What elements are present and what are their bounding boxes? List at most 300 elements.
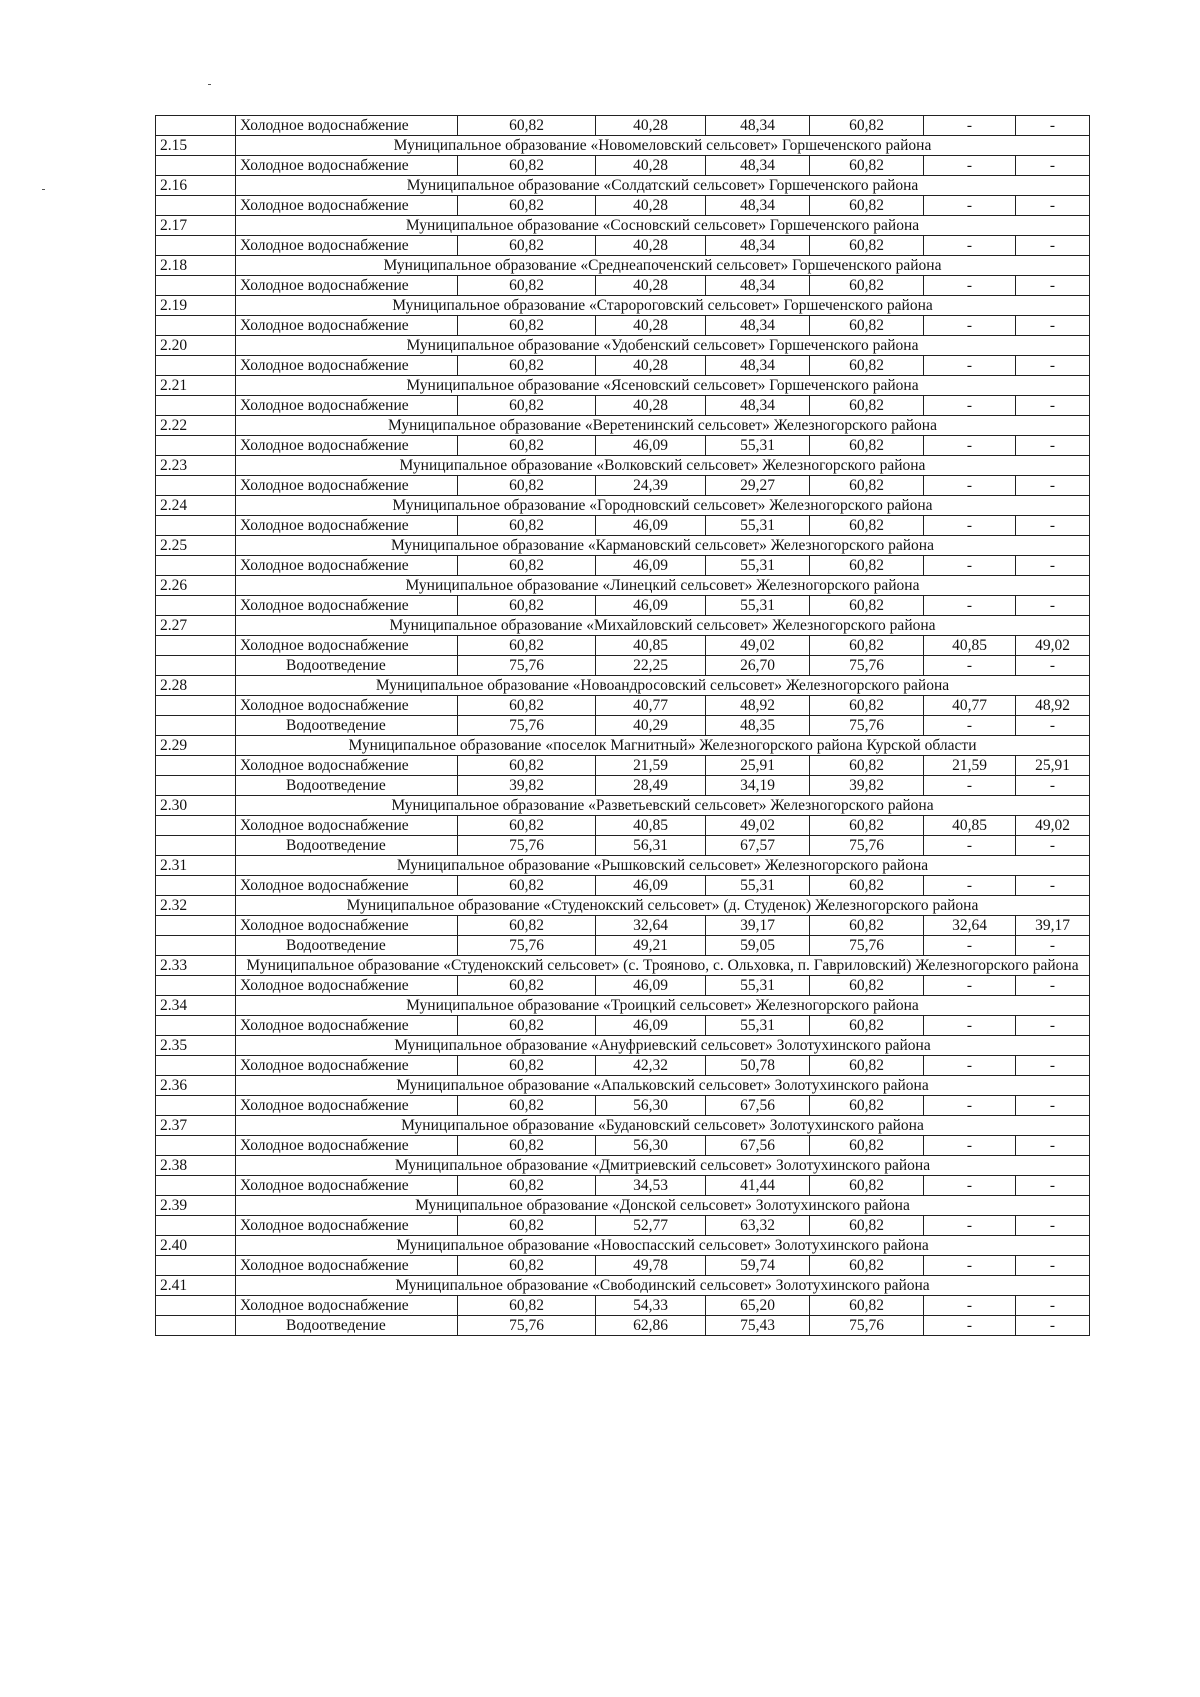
tariff-value: 60,82 [810, 516, 924, 536]
tariff-value: 40,28 [596, 356, 706, 376]
empty-number-cell [156, 636, 236, 656]
tariff-value: 49,02 [706, 816, 810, 836]
empty-number-cell [156, 316, 236, 336]
empty-number-cell [156, 116, 236, 136]
municipality-header-row [156, 896, 1090, 916]
water-supply-row [156, 976, 1090, 996]
section-number: 2.36 [156, 1076, 236, 1096]
tariff-value: 60,82 [458, 1136, 596, 1156]
tariff-value: 59,74 [706, 1256, 810, 1276]
water-supply-row [156, 156, 1090, 176]
empty-number-cell [156, 936, 236, 956]
empty-number-cell [156, 1016, 236, 1036]
tariff-value: - [924, 716, 1016, 736]
tariff-value: 49,21 [596, 936, 706, 956]
service-name: Холодное водоснабжение [236, 636, 458, 656]
water-supply-row [156, 1016, 1090, 1036]
section-number: 2.18 [156, 256, 236, 276]
tariff-value: - [924, 1096, 1016, 1116]
section-number: 2.38 [156, 1156, 236, 1176]
tariff-value: 49,02 [1016, 816, 1090, 836]
tariff-value: 22,25 [596, 656, 706, 676]
service-name: Холодное водоснабжение [236, 396, 458, 416]
empty-number-cell [156, 1056, 236, 1076]
tariff-value: - [924, 316, 1016, 336]
water-supply-row [156, 1056, 1090, 1076]
municipality-header-row [156, 256, 1090, 276]
tariff-value: - [924, 1136, 1016, 1156]
tariff-value: 56,30 [596, 1096, 706, 1116]
tariff-value: - [924, 436, 1016, 456]
municipality-header-row [156, 496, 1090, 516]
section-number: 2.24 [156, 496, 236, 516]
tariff-value: 60,82 [458, 1296, 596, 1316]
tariff-value: 26,70 [706, 656, 810, 676]
section-number: 2.25 [156, 536, 236, 556]
water-supply-row [156, 1296, 1090, 1316]
empty-number-cell [156, 816, 236, 836]
tariff-value: 40,85 [924, 636, 1016, 656]
section-number: 2.21 [156, 376, 236, 396]
service-name: Водоотведение [236, 716, 458, 736]
service-name: Водоотведение [236, 656, 458, 676]
tariff-value: - [924, 1216, 1016, 1236]
drainage-row [156, 936, 1090, 956]
tariff-value: - [1016, 196, 1090, 216]
tariff-value: 54,33 [596, 1296, 706, 1316]
tariff-value: 75,76 [458, 716, 596, 736]
tariff-value: 39,82 [810, 776, 924, 796]
section-number: 2.41 [156, 1276, 236, 1296]
section-number: 2.26 [156, 576, 236, 596]
empty-number-cell [156, 556, 236, 576]
tariff-value: 60,82 [458, 1256, 596, 1276]
tariff-value: 60,82 [810, 916, 924, 936]
tariff-value: 75,76 [810, 656, 924, 676]
section-number: 2.17 [156, 216, 236, 236]
service-name: Холодное водоснабжение [236, 1216, 458, 1236]
tariff-value: - [924, 156, 1016, 176]
water-supply-row [156, 396, 1090, 416]
tariff-value: 67,56 [706, 1136, 810, 1156]
service-name: Холодное водоснабжение [236, 436, 458, 456]
tariff-value: - [1016, 236, 1090, 256]
tariff-value: 60,82 [810, 596, 924, 616]
municipality-name: Муниципальное образование «Старороговский сельсовет» Горшеченского района [236, 296, 1090, 316]
tariff-value: 60,82 [810, 816, 924, 836]
service-name: Холодное водоснабжение [236, 1136, 458, 1156]
water-supply-row [156, 556, 1090, 576]
section-number: 2.35 [156, 1036, 236, 1056]
service-name: Холодное водоснабжение [236, 156, 458, 176]
municipality-name: Муниципальное образование «Рышковский сельсовет» Железногорского района [236, 856, 1090, 876]
tariff-value: 55,31 [706, 876, 810, 896]
tariff-value: 42,32 [596, 1056, 706, 1076]
tariff-value: 46,09 [596, 556, 706, 576]
tariff-value: 60,82 [810, 976, 924, 996]
water-supply-row [156, 756, 1090, 776]
tariff-value: 60,82 [458, 756, 596, 776]
tariff-table-body [156, 116, 1090, 1336]
tariff-value: 75,76 [810, 936, 924, 956]
water-supply-row [156, 816, 1090, 836]
municipality-name: Муниципальное образование «Сосновский сельсовет» Горшеченского района [236, 216, 1090, 236]
tariff-value: 40,77 [924, 696, 1016, 716]
tariff-value: - [1016, 116, 1090, 136]
tariff-value: 60,82 [810, 756, 924, 776]
drainage-row [156, 656, 1090, 676]
municipality-header-row [156, 1156, 1090, 1176]
municipality-name: Муниципальное образование «Среднеапоченский сельсовет» Горшеченского района [236, 256, 1090, 276]
municipality-name: Муниципальное образование «Донской сельсовет» Золотухинского района [236, 1196, 1090, 1216]
tariff-value: 48,34 [706, 276, 810, 296]
empty-number-cell [156, 776, 236, 796]
water-supply-row [156, 596, 1090, 616]
municipality-name: Муниципальное образование «Троицкий сельсовет» Железногорского района [236, 996, 1090, 1016]
tariff-value: 49,02 [1016, 636, 1090, 656]
tariff-value: - [1016, 1216, 1090, 1236]
municipality-header-row [156, 996, 1090, 1016]
municipality-name: Муниципальное образование «Волковский сельсовет» Железногорского района [236, 456, 1090, 476]
municipality-name: Муниципальное образование «Удобенский сельсовет» Горшеченского района [236, 336, 1090, 356]
water-supply-row [156, 876, 1090, 896]
tariff-value: 48,34 [706, 156, 810, 176]
tariff-value: - [1016, 1316, 1090, 1336]
tariff-value: 46,09 [596, 976, 706, 996]
municipality-header-row [156, 1236, 1090, 1256]
tariff-value: - [1016, 656, 1090, 676]
tariff-value: 48,34 [706, 236, 810, 256]
tariff-value: 60,82 [810, 396, 924, 416]
water-supply-row [156, 1096, 1090, 1116]
section-number: 2.31 [156, 856, 236, 876]
empty-number-cell [156, 916, 236, 936]
tariff-value: 60,82 [810, 1296, 924, 1316]
service-name: Холодное водоснабжение [236, 696, 458, 716]
tariff-value: - [924, 876, 1016, 896]
tariff-value: 48,34 [706, 396, 810, 416]
tariff-value: 60,82 [458, 916, 596, 936]
water-supply-row [156, 196, 1090, 216]
service-name: Водоотведение [236, 836, 458, 856]
tariff-value: 60,82 [458, 1056, 596, 1076]
municipality-name: Муниципальное образование «Линецкий сельсовет» Железногорского района [236, 576, 1090, 596]
empty-number-cell [156, 516, 236, 536]
tariff-value: 60,82 [458, 516, 596, 536]
municipality-name: Муниципальное образование «Новомеловский сельсовет» Горшеченского района [236, 136, 1090, 156]
tariff-value: - [1016, 396, 1090, 416]
water-supply-row [156, 276, 1090, 296]
tariff-value: 60,82 [810, 876, 924, 896]
tariff-value: - [924, 836, 1016, 856]
service-name: Холодное водоснабжение [236, 516, 458, 536]
tariff-value: - [1016, 276, 1090, 296]
tariff-value: - [924, 1056, 1016, 1076]
tariff-value: 55,31 [706, 516, 810, 536]
municipality-header-row [156, 536, 1090, 556]
tariff-value: 55,31 [706, 556, 810, 576]
tariff-value: 34,53 [596, 1176, 706, 1196]
tariff-value: 75,76 [810, 1316, 924, 1336]
drainage-row [156, 836, 1090, 856]
tariff-value: 40,85 [596, 636, 706, 656]
municipality-header-row [156, 796, 1090, 816]
section-number: 2.30 [156, 796, 236, 816]
section-number: 2.40 [156, 1236, 236, 1256]
municipality-header-row [156, 736, 1090, 756]
service-name: Холодное водоснабжение [236, 816, 458, 836]
municipality-name: Муниципальное образование «Городновский сельсовет» Железногорского района [236, 496, 1090, 516]
tariff-value: 60,82 [458, 236, 596, 256]
tariff-value: 60,82 [458, 316, 596, 336]
tariff-value: 48,35 [706, 716, 810, 736]
section-number: 2.23 [156, 456, 236, 476]
tariff-value: 60,82 [458, 196, 596, 216]
tariff-value: 40,85 [596, 816, 706, 836]
empty-number-cell [156, 476, 236, 496]
tariff-value: 50,78 [706, 1056, 810, 1076]
tariff-value: 60,82 [458, 436, 596, 456]
municipality-header-row [156, 416, 1090, 436]
tariff-value: 60,82 [458, 1216, 596, 1236]
tariff-value: - [1016, 1136, 1090, 1156]
tariff-value: 60,82 [810, 636, 924, 656]
tariff-value: - [924, 936, 1016, 956]
tariff-value: 40,85 [924, 816, 1016, 836]
water-supply-row [156, 356, 1090, 376]
tariff-value: - [924, 1176, 1016, 1196]
water-supply-row [156, 1216, 1090, 1236]
tariff-value: 55,31 [706, 976, 810, 996]
tariff-value: 25,91 [1016, 756, 1090, 776]
municipality-header-row [156, 1116, 1090, 1136]
tariff-value: 65,20 [706, 1296, 810, 1316]
tariff-value: 60,82 [810, 356, 924, 376]
tariff-value: - [1016, 716, 1090, 736]
empty-number-cell [156, 156, 236, 176]
tariff-value: 21,59 [596, 756, 706, 776]
tariff-value: 60,82 [458, 596, 596, 616]
tariff-value: - [924, 1016, 1016, 1036]
tariff-value: 46,09 [596, 1016, 706, 1036]
municipality-name: Муниципальное образование «Свободинский сельсовет» Золотухинского района [236, 1276, 1090, 1296]
tariff-value: - [924, 356, 1016, 376]
section-number: 2.19 [156, 296, 236, 316]
municipality-header-row [156, 296, 1090, 316]
tariff-value: - [924, 276, 1016, 296]
tariff-value: - [1016, 1256, 1090, 1276]
empty-number-cell [156, 596, 236, 616]
tariff-value: - [924, 396, 1016, 416]
tariff-value: - [1016, 556, 1090, 576]
tariff-value: 52,77 [596, 1216, 706, 1236]
water-supply-row [156, 696, 1090, 716]
tariff-value: 48,92 [706, 696, 810, 716]
empty-number-cell [156, 656, 236, 676]
tariff-value: 21,59 [924, 756, 1016, 776]
section-number: 2.22 [156, 416, 236, 436]
municipality-name: Муниципальное образование «Михайловский сельсовет» Железногорского района [236, 616, 1090, 636]
tariff-value: 59,05 [706, 936, 810, 956]
drainage-row [156, 776, 1090, 796]
tariff-value: - [1016, 476, 1090, 496]
tariff-value: 24,39 [596, 476, 706, 496]
tariff-value: 60,82 [810, 1176, 924, 1196]
tariff-value: - [924, 1316, 1016, 1336]
tariff-value: - [1016, 1096, 1090, 1116]
tariff-value: 46,09 [596, 516, 706, 536]
service-name: Холодное водоснабжение [236, 1016, 458, 1036]
section-number: 2.20 [156, 336, 236, 356]
municipality-header-row [156, 176, 1090, 196]
service-name: Холодное водоснабжение [236, 1096, 458, 1116]
municipality-name: Муниципальное образование «Новоандросовский сельсовет» Железногорского района [236, 676, 1090, 696]
scan-speck [208, 84, 211, 85]
municipality-header-row [156, 1276, 1090, 1296]
municipality-header-row [156, 956, 1090, 976]
municipality-name: Муниципальное образование «Дмитриевский сельсовет» Золотухинского района [236, 1156, 1090, 1176]
tariff-value: 60,82 [458, 116, 596, 136]
tariff-value: 48,34 [706, 316, 810, 336]
tariff-value: 40,29 [596, 716, 706, 736]
empty-number-cell [156, 1316, 236, 1336]
tariff-value: - [924, 196, 1016, 216]
service-name: Водоотведение [236, 936, 458, 956]
tariff-value: 60,82 [810, 1136, 924, 1156]
tariff-value: - [924, 236, 1016, 256]
tariff-value: - [1016, 836, 1090, 856]
tariff-value: - [1016, 876, 1090, 896]
municipality-header-row [156, 616, 1090, 636]
tariff-value: 60,82 [458, 976, 596, 996]
municipality-name: Муниципальное образование «Новоспасский сельсовет» Золотухинского района [236, 1236, 1090, 1256]
section-number: 2.15 [156, 136, 236, 156]
tariff-value: 60,82 [810, 116, 924, 136]
tariff-value: 75,76 [458, 936, 596, 956]
municipality-name: Муниципальное образование «Будановский сельсовет» Золотухинского района [236, 1116, 1090, 1136]
service-name: Холодное водоснабжение [236, 356, 458, 376]
tariff-value: 34,19 [706, 776, 810, 796]
tariff-value: - [924, 476, 1016, 496]
tariff-value: 28,49 [596, 776, 706, 796]
tariff-value: 55,31 [706, 596, 810, 616]
service-name: Холодное водоснабжение [236, 196, 458, 216]
water-supply-row [156, 316, 1090, 336]
water-supply-row [156, 236, 1090, 256]
municipality-header-row [156, 376, 1090, 396]
service-name: Холодное водоснабжение [236, 1176, 458, 1196]
section-number: 2.32 [156, 896, 236, 916]
tariff-value: 46,09 [596, 436, 706, 456]
municipality-header-row [156, 336, 1090, 356]
tariff-value: 29,27 [706, 476, 810, 496]
tariff-value: 39,17 [1016, 916, 1090, 936]
water-supply-row [156, 1176, 1090, 1196]
tariff-value: 60,82 [810, 236, 924, 256]
tariff-value: 48,34 [706, 196, 810, 216]
tariff-value: 60,82 [810, 196, 924, 216]
tariff-value: - [1016, 1016, 1090, 1036]
tariff-value: 60,82 [810, 556, 924, 576]
tariff-value: 60,82 [810, 1096, 924, 1116]
tariff-value: 60,82 [458, 396, 596, 416]
tariff-value: 60,82 [810, 476, 924, 496]
empty-number-cell [156, 196, 236, 216]
service-name: Холодное водоснабжение [236, 756, 458, 776]
tariff-value: 60,82 [458, 1096, 596, 1116]
service-name: Холодное водоснабжение [236, 556, 458, 576]
municipality-header-row [156, 576, 1090, 596]
tariff-value: 40,77 [596, 696, 706, 716]
tariff-value: 32,64 [596, 916, 706, 936]
municipality-header-row [156, 856, 1090, 876]
tariff-value: - [924, 596, 1016, 616]
tariff-value: 46,09 [596, 876, 706, 896]
tariff-value: 60,82 [810, 1056, 924, 1076]
municipality-name: Муниципальное образование «Студенокский сельсовет» (д. Студенок) Железногорского района [236, 896, 1090, 916]
section-number: 2.16 [156, 176, 236, 196]
tariff-value: - [924, 776, 1016, 796]
water-supply-row [156, 1136, 1090, 1156]
tariff-value: 62,86 [596, 1316, 706, 1336]
tariff-value: - [924, 556, 1016, 576]
tariff-value: 75,76 [458, 1316, 596, 1336]
service-name: Холодное водоснабжение [236, 1296, 458, 1316]
tariff-value: - [1016, 1296, 1090, 1316]
tariff-value: 60,82 [810, 1216, 924, 1236]
tariff-value: 56,31 [596, 836, 706, 856]
water-supply-row [156, 1256, 1090, 1276]
tariff-value: - [1016, 516, 1090, 536]
tariff-table [155, 115, 1090, 1336]
empty-number-cell [156, 276, 236, 296]
tariff-value: 46,09 [596, 596, 706, 616]
tariff-value: 60,82 [458, 356, 596, 376]
tariff-value: - [924, 976, 1016, 996]
section-number: 2.34 [156, 996, 236, 1016]
tariff-value: - [924, 656, 1016, 676]
municipality-name: Муниципальное образование «Ясеновский сельсовет» Горшеченского района [236, 376, 1090, 396]
section-number: 2.28 [156, 676, 236, 696]
tariff-value: 60,82 [810, 696, 924, 716]
service-name: Холодное водоснабжение [236, 976, 458, 996]
empty-number-cell [156, 876, 236, 896]
tariff-value: 60,82 [458, 696, 596, 716]
drainage-row [156, 716, 1090, 736]
tariff-value: 40,28 [596, 316, 706, 336]
water-supply-row [156, 476, 1090, 496]
tariff-value: 67,56 [706, 1096, 810, 1116]
tariff-value: - [1016, 976, 1090, 996]
empty-number-cell [156, 976, 236, 996]
tariff-value: 60,82 [458, 876, 596, 896]
tariff-value: 40,28 [596, 236, 706, 256]
municipality-name: Муниципальное образование «Разветьевский сельсовет» Железногорского района [236, 796, 1090, 816]
municipality-name: Муниципальное образование «Веретенинский сельсовет» Железногорского района [236, 416, 1090, 436]
empty-number-cell [156, 1256, 236, 1276]
tariff-value: 40,28 [596, 276, 706, 296]
tariff-value: 55,31 [706, 1016, 810, 1036]
water-supply-row [156, 636, 1090, 656]
tariff-value: - [1016, 356, 1090, 376]
water-supply-row [156, 516, 1090, 536]
tariff-value: 60,82 [810, 1256, 924, 1276]
tariff-value: 41,44 [706, 1176, 810, 1196]
tariff-value: 60,82 [458, 636, 596, 656]
tariff-value: 60,82 [458, 556, 596, 576]
municipality-name: Муниципальное образование «поселок Магнитный» Железногорского района Курской области [236, 736, 1090, 756]
tariff-value: - [1016, 436, 1090, 456]
